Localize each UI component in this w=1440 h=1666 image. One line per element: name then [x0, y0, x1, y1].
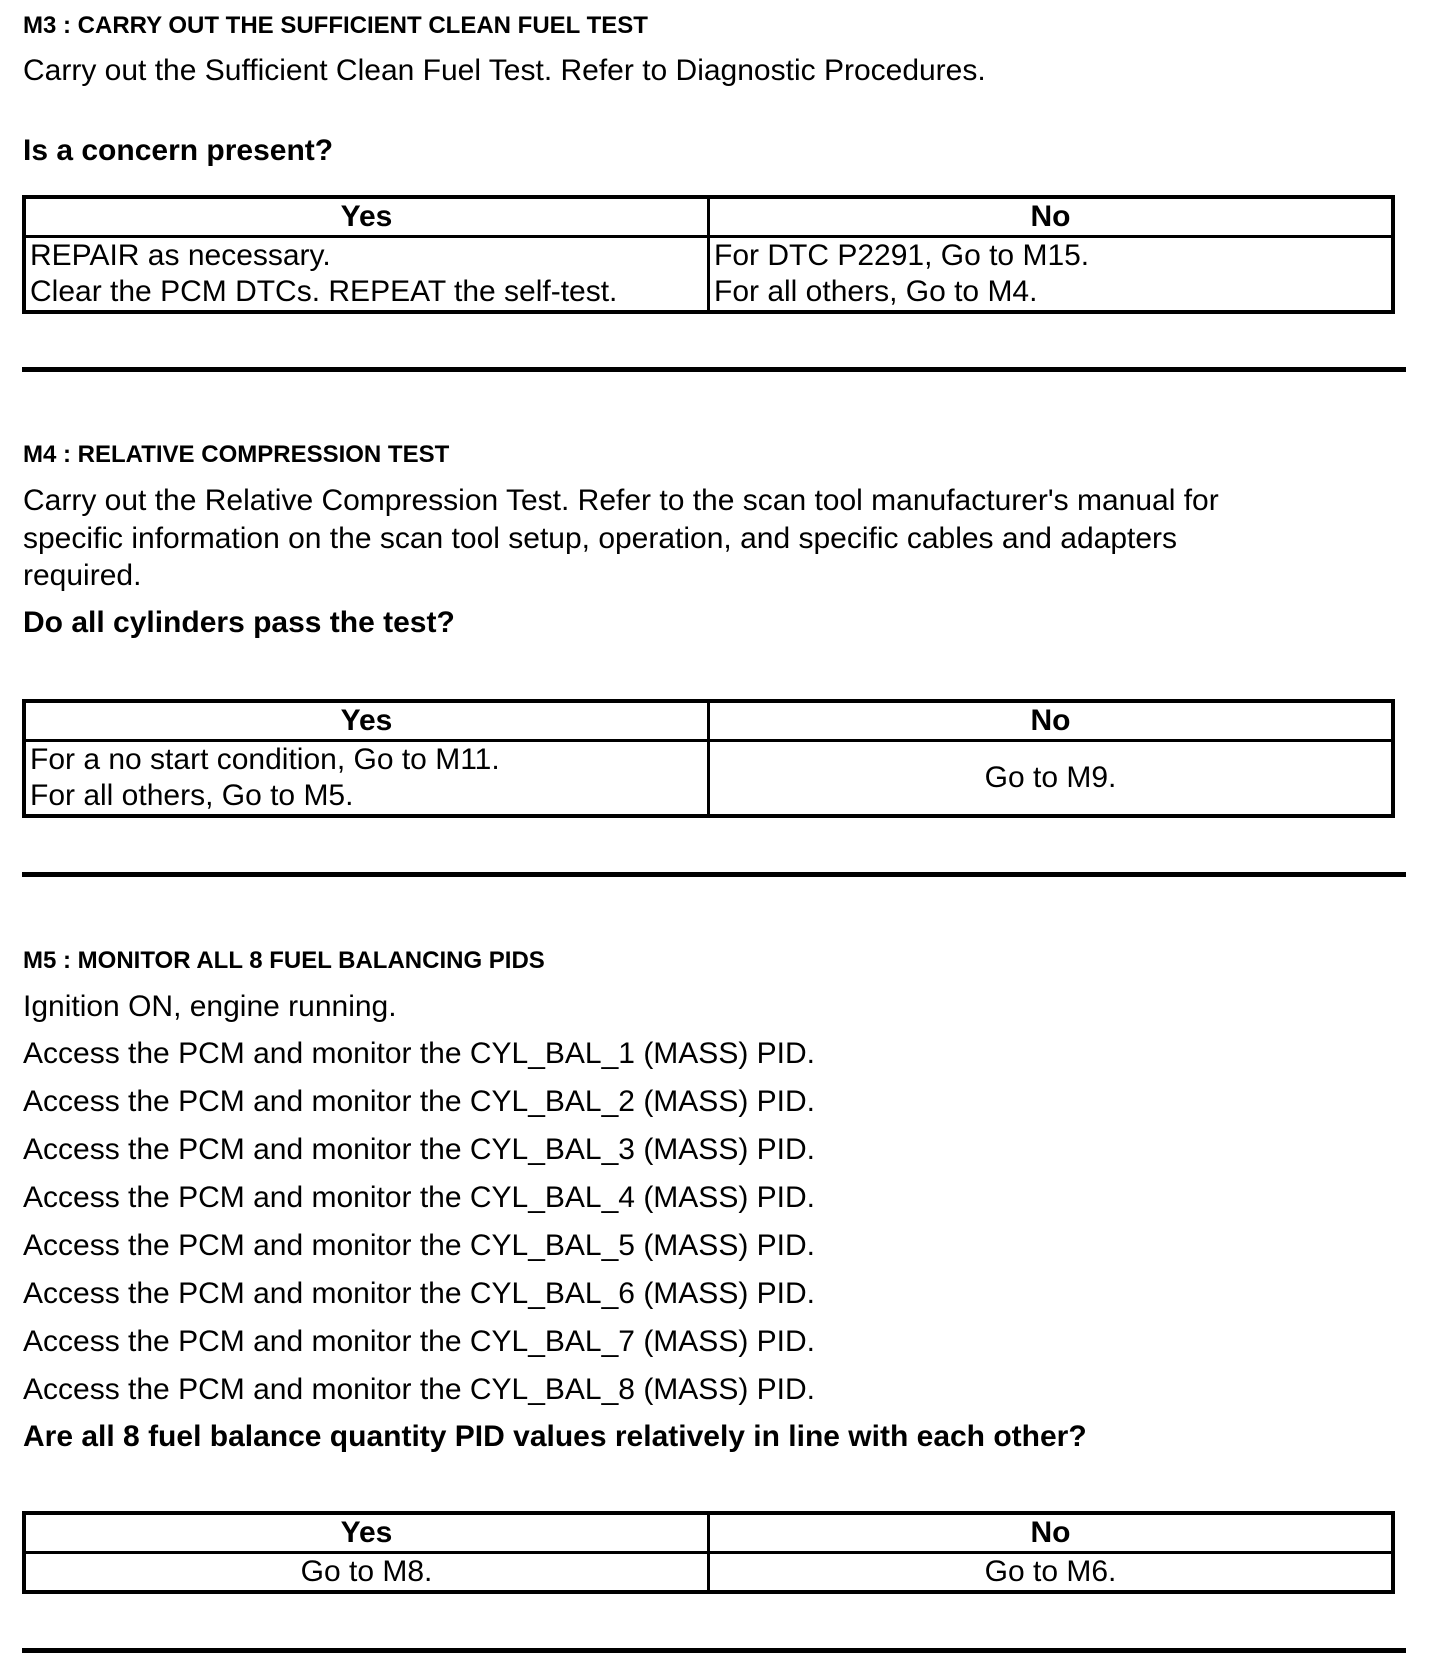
- section-divider: [22, 1648, 1406, 1653]
- question-text: Do all cylinders pass the test?: [23, 606, 455, 639]
- instruction-text: required.: [23, 559, 142, 592]
- instruction-text: Access the PCM and monitor the CYL_BAL_8 (MASS) PID.: [23, 1373, 815, 1406]
- instruction-text: Ignition ON, engine running.: [23, 990, 397, 1023]
- instruction-text: Access the PCM and monitor the CYL_BAL_6 (MASS) PID.: [23, 1277, 815, 1310]
- question-text: Is a concern present?: [23, 134, 334, 167]
- decision-table-m3: [22, 195, 1395, 314]
- no-cell: Go to M6.: [709, 1553, 1394, 1593]
- section-title-m5: M5 : MONITOR ALL 8 FUEL BALANCING PIDS: [23, 947, 545, 974]
- section-divider: [22, 367, 1406, 372]
- yes-line: For a no start condition, Go to M11.: [30, 743, 500, 776]
- section-title-m3: M3 : CARRY OUT THE SUFFICIENT CLEAN FUEL TEST: [23, 12, 648, 39]
- instruction-text: Access the PCM and monitor the CYL_BAL_1 (MASS) PID.: [23, 1037, 815, 1070]
- decision-table-m5: [22, 1511, 1395, 1594]
- instruction-text: Access the PCM and monitor the CYL_BAL_4 (MASS) PID.: [23, 1181, 815, 1214]
- instruction-text: Access the PCM and monitor the CYL_BAL_5 (MASS) PID.: [23, 1229, 815, 1262]
- yes-line: Clear the PCM DTCs. REPEAT the self-test.: [30, 275, 618, 308]
- instruction-text: Carry out the Sufficient Clean Fuel Test. Refer to Diagnostic Procedures.: [23, 54, 986, 87]
- instruction-text: Carry out the Relative Compression Test. Refer to the scan tool manufacturer's manual for: [23, 484, 1219, 517]
- decision-table-m4: [22, 699, 1395, 818]
- no-line: For DTC P2291, Go to M15.: [714, 239, 1090, 272]
- yes-cell: Go to M8.: [24, 1553, 709, 1593]
- instruction-text: Access the PCM and monitor the CYL_BAL_3 (MASS) PID.: [23, 1133, 815, 1166]
- no-cell: [709, 237, 1394, 313]
- no-line: For all others, Go to M4.: [714, 275, 1038, 308]
- yes-line: REPAIR as necessary.: [30, 239, 331, 272]
- yes-line: For all others, Go to M5.: [30, 779, 354, 812]
- instruction-text: Access the PCM and monitor the CYL_BAL_7 (MASS) PID.: [23, 1325, 815, 1358]
- yes-header: Yes: [24, 197, 709, 237]
- no-cell: Go to M9.: [709, 741, 1394, 817]
- yes-cell: [24, 237, 709, 313]
- yes-cell: [24, 741, 709, 817]
- section-title-m4: M4 : RELATIVE COMPRESSION TEST: [23, 441, 450, 468]
- instruction-text: specific information on the scan tool setup, operation, and specific cables and adapters: [23, 522, 1178, 555]
- yes-header: Yes: [24, 701, 709, 741]
- question-text: Are all 8 fuel balance quantity PID values relatively in line with each other?: [23, 1420, 1087, 1453]
- instruction-text: Access the PCM and monitor the CYL_BAL_2 (MASS) PID.: [23, 1085, 815, 1118]
- yes-header: Yes: [24, 1513, 709, 1553]
- no-header: No: [709, 701, 1394, 741]
- section-divider: [22, 872, 1406, 877]
- no-header: No: [709, 197, 1394, 237]
- no-header: No: [709, 1513, 1394, 1553]
